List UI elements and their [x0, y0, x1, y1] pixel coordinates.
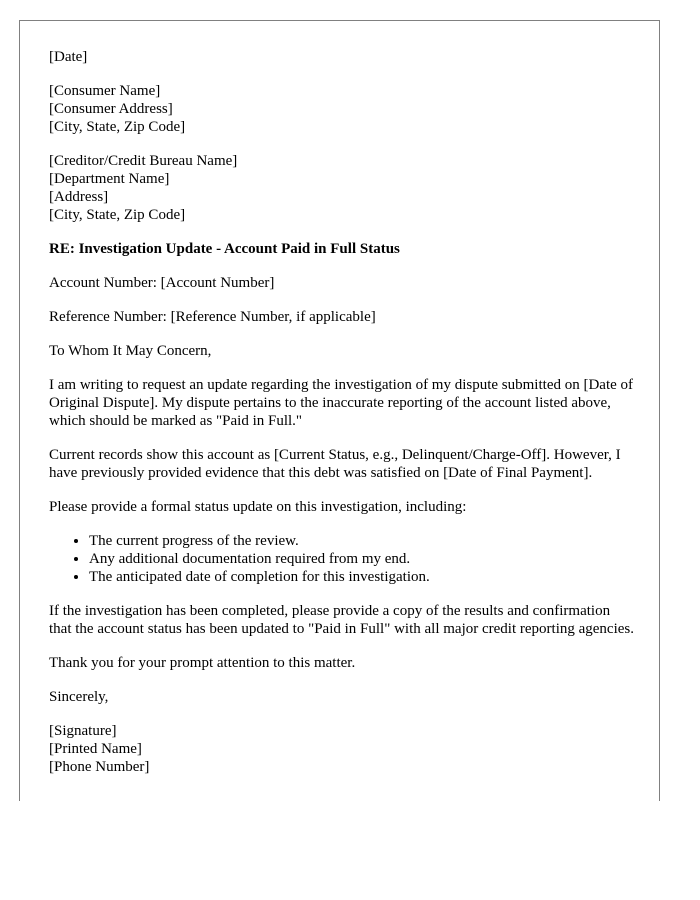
paragraph-status-request: Please provide a formal status update on this investigation, including: — [49, 499, 467, 515]
signature-block — [49, 722, 634, 776]
salutation: To Whom It May Concern, — [49, 343, 212, 359]
list-item: • The anticipated date of completion for this investigation. — [89, 568, 634, 586]
paragraph-thanks: Thank you for your prompt attention to this matter. — [49, 655, 356, 671]
account-number: Account Number: [Account Number] — [49, 275, 275, 291]
date-block — [49, 48, 634, 66]
phone-number: [Phone Number] — [49, 759, 150, 775]
letter-body — [49, 48, 634, 792]
recipient-city: [City, State, Zip Code] — [49, 207, 186, 223]
sender-city: [City, State, Zip Code] — [49, 119, 186, 135]
sender-address-block — [49, 82, 634, 136]
list-item: • Any additional documentation required from my end. — [89, 550, 634, 568]
printed-name: [Printed Name] — [49, 741, 142, 757]
reference-number: Reference Number: [Reference Number, if applicable] — [49, 309, 376, 325]
closing: Sincerely, — [49, 689, 109, 705]
sender-name: [Consumer Name] — [49, 83, 161, 99]
paragraph-current-records: Current records show this account as [Current Status, e.g., Delinquent/Charge-Off]. However, I have previously provided evidence that this debt was satisfied on [Date of Final Payment]. — [49, 447, 621, 481]
letter-date: [Date] — [49, 49, 88, 65]
paragraph-request: I am writing to request an update regarding the investigation of my dispute submitted on [Date of Original Dispute]. My dispute pertains to the inaccurate reporting of the account listed above, which should be marked as "Paid in Full." — [49, 377, 634, 429]
subject-line: RE: Investigation Update - Account Paid in Full Status — [49, 241, 400, 257]
recipient-address: [Address] — [49, 189, 109, 205]
recipient-name: [Creditor/Credit Bureau Name] — [49, 153, 238, 169]
recipient-address-block — [49, 152, 634, 224]
list-item: • The current progress of the review. — [89, 532, 634, 550]
paragraph-completion: If the investigation has been completed, please provide a copy of the results and confirmation that the account status has been updated to "Paid in Full" with all major credit reporting agencies. — [49, 603, 635, 637]
letter-page — [19, 20, 660, 801]
signature: [Signature] — [49, 723, 117, 739]
sender-address: [Consumer Address] — [49, 101, 173, 117]
request-list — [49, 532, 634, 586]
recipient-department: [Department Name] — [49, 171, 170, 187]
